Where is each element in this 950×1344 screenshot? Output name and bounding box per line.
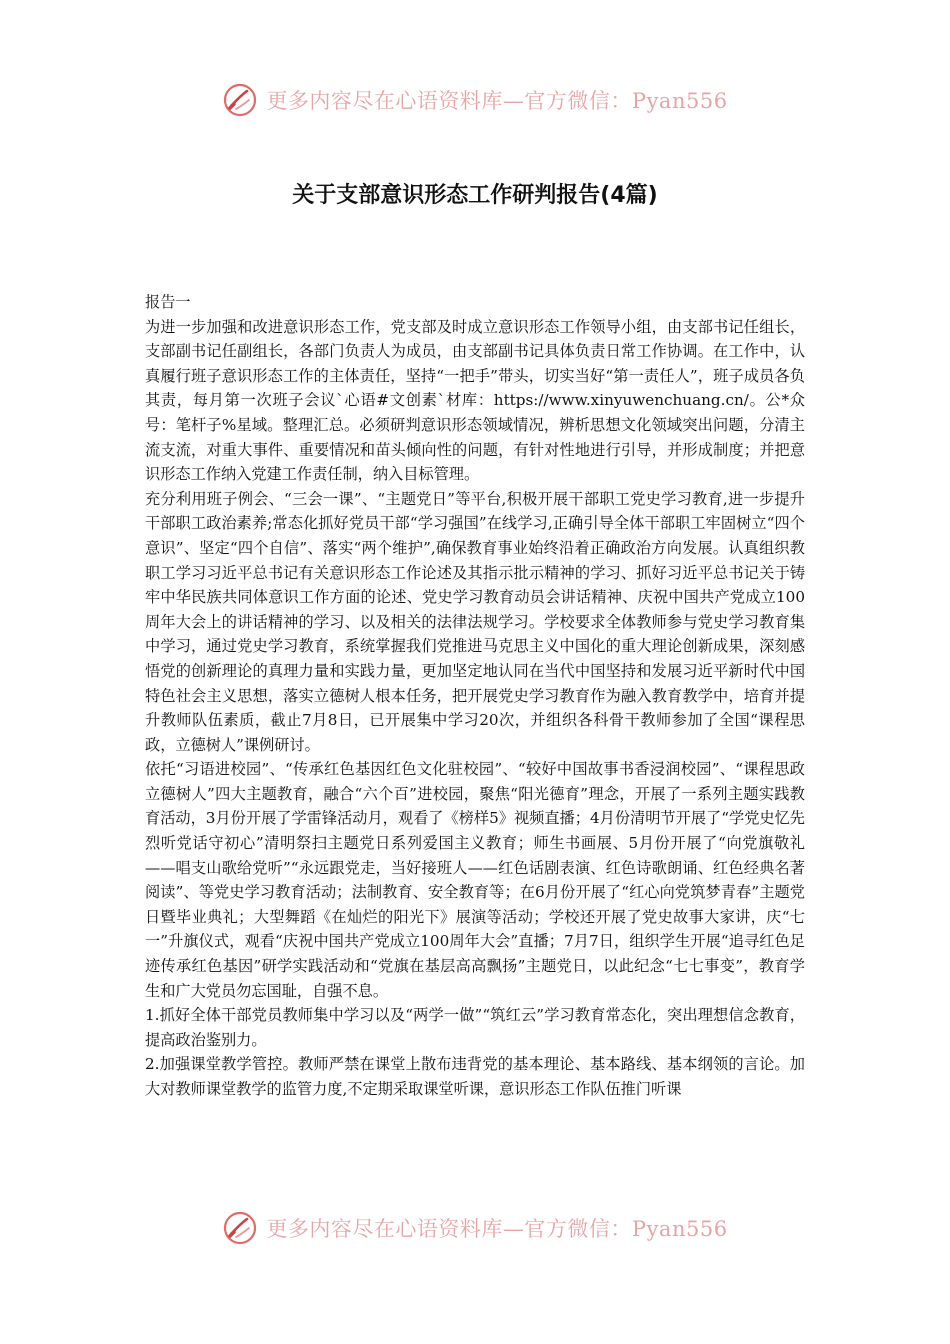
pen-scroll-logo-icon <box>222 1210 258 1246</box>
paragraph-1: 为进一步加强和改进意识形态工作，党支部及时成立意识形态工作领导小组，由支部书记任组长，支部副书记任副组长，各部门负责人为成员，由支部副书记具体负责日常工作协调。在工作中，认真履行班子意识形态工作的主体责任，坚持“一把手”带头，切实当好“第一责任人”，班子成员各负其责，每月第一次班子会议`心语#文创素`材库：https://www.xinyuwenchuang.cn/。公*众号：笔杆子%星域。整理汇总。必须研判意识形态领域情况，辨析思想文化领域突出问题，分清主流支流，对重大事件、重要情况和苗头倾向性的问题，有针对性地进行引导，并形成制度；并把意识形态工作纳入党建工作责任制，纳入目标管理。 <box>145 317 805 484</box>
watermark-banner-bottom <box>0 1210 950 1246</box>
paragraph-5: 2.加强课堂教学管控。教师严禁在课堂上散布违背党的基本理论、基本路线、基本纲领的言论。加大对教师课堂教学的监管力度,不定期采取课堂听课，意识形态工作队伍推门听课 <box>145 1055 805 1098</box>
watermark-text-bottom: 更多内容尽在心语资料库—官方微信：Pyan556 <box>266 1217 728 1241</box>
watermark-banner-top <box>0 82 950 118</box>
section-heading: 报告一 <box>145 293 191 311</box>
document-body <box>145 290 805 1102</box>
pen-scroll-logo-icon <box>222 82 258 118</box>
paragraph-4: 1.抓好全体干部党员教师集中学习以及“两学一做”“筑红云”学习教育常态化，突出理想信念教育，提高政治鉴别力。 <box>145 1006 805 1049</box>
document-title: 关于支部意识形态工作研判报告(4篇) <box>292 183 658 208</box>
watermark-text-top: 更多内容尽在心语资料库—官方微信：Pyan556 <box>266 89 728 113</box>
paragraph-2: 充分利用班子例会、“三会一课”、“主题党日”等平台,积极开展干部职工党史学习教育,进一步提升干部职工政治素养;常态化抓好党员干部“学习强国”在线学习,正确引导全体干部职工牢固树立“四个意识”、坚定“四个自信”、落实“两个维护”,确保教育事业始终沿着正确政治方向发展。认真组织教职工学习习近平总书记有关意识形态工作论述及其指示批示精神的学习、抓好习近平总书记关于铸牢中华民族共同体意识工作方面的论述、党史学习教育动员会讲话精神、庆祝中国共产党成立100周年大会上的讲话精神的学习、以及相关的法律法规学习。学校要求全体教师参与党史学习教育集中学习，通过党史学习教育，系统掌握我们党推进马克思主义中国化的重大理论创新成果，深刻感悟党的创新理论的真理力量和实践力量，更加坚定地认同在当代中国坚持和发展习近平新时代中国特色社会主义思想，落实立德树人根本任务，把开展党史学习教育作为融入教育教学中，培育并提升教师队伍素质，截止7月8日，已开展集中学习20次，并组织各科骨干教师参加了全国“课程思政，立德树人”课例研讨。 <box>145 489 805 754</box>
paragraph-3: 依托“习语进校园”、“传承红色基因红色文化驻校园”、“较好中国故事书香浸润校园”、“课程思政立德树人”四大主题教育，融合“六个百”进校园，聚焦“阳光德育”理念，开展了一系列主题实践教育活动，3月份开展了学雷锋活动月，观看了《榜样5》视频直播；4月份清明节开展了“学党史忆先烈听党话守初心”清明祭扫主题党日系列爱国主义教育；师生书画展、5月份开展了“向党旗敬礼——唱支山歌给党听”“永远跟党走，当好接班人——红色话剧表演、红色诗歌朗诵、红色经典名著阅读”、等党史学习教育活动；法制教育、安全教育等；在6月份开展了“红心向党筑梦青春”主题党日暨毕业典礼；大型舞蹈《在灿烂的阳光下》展演等活动；学校还开展了党史故事大家讲，庆“七一”升旗仪式，观看“庆祝中国共产党成立100周年大会”直播；7月7日，组织学生开展“追寻红色足迹传承红色基因”研学实践活动和“党旗在基层高高飘扬”主题党日，以此纪念“七七事变”，教育学生和广大党员勿忘国耻，自强不息。 <box>145 760 805 1000</box>
